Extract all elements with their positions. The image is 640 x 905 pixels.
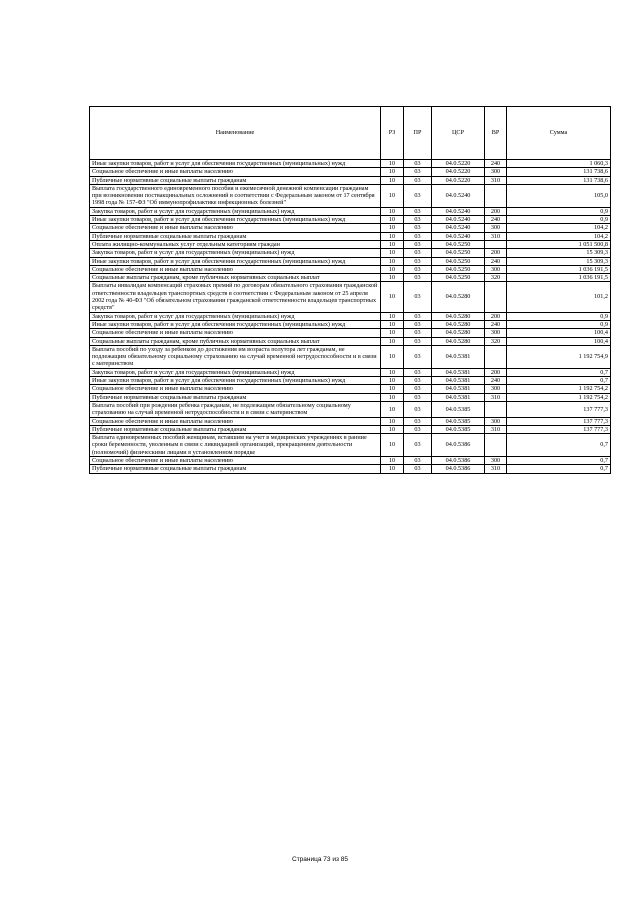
cell-csr: 04.0.5280 bbox=[432, 320, 485, 328]
cell-pr: 03 bbox=[404, 425, 432, 433]
cell-csr: 04.0.5280 bbox=[432, 329, 485, 337]
cell-vr bbox=[485, 282, 507, 312]
cell-vr: 200 bbox=[485, 249, 507, 257]
table-row bbox=[90, 393, 611, 401]
cell-rz: 10 bbox=[381, 345, 404, 368]
cell-pr: 03 bbox=[404, 160, 432, 168]
cell-vr: 300 bbox=[485, 265, 507, 273]
cell-name: Выплата единовременных пособий женщинам, вставшим на учет в медицинских учреждениях в ранние сроки беременности, уволенным в связи с ликвидацией организаций, прекращением деятельности (полномочий) физическими лицами в установленном порядке bbox=[90, 434, 381, 457]
table-row bbox=[90, 207, 611, 215]
cell-vr: 240 bbox=[485, 160, 507, 168]
cell-pr: 03 bbox=[404, 216, 432, 224]
cell-name: Публичные нормативные социальные выплаты гражданам bbox=[90, 425, 381, 433]
header-pr: ПР bbox=[404, 107, 432, 160]
cell-vr bbox=[485, 240, 507, 248]
cell-pr: 03 bbox=[404, 240, 432, 248]
cell-sum: 1 051 500,8 bbox=[507, 240, 611, 248]
page-number: Страница 73 из 85 bbox=[292, 856, 348, 863]
cell-rz: 10 bbox=[381, 168, 404, 176]
cell-name: Иные закупки товаров, работ и услуг для обеспечения государственных (муниципальных) нужд bbox=[90, 377, 381, 385]
cell-rz: 10 bbox=[381, 257, 404, 265]
cell-vr: 300 bbox=[485, 224, 507, 232]
cell-rz: 10 bbox=[381, 184, 404, 207]
table-row bbox=[90, 401, 611, 417]
cell-csr: 04.0.5250 bbox=[432, 240, 485, 248]
cell-pr: 03 bbox=[404, 393, 432, 401]
cell-pr: 03 bbox=[404, 377, 432, 385]
cell-name: Социальное обеспечение и иные выплаты населению bbox=[90, 329, 381, 337]
table-row bbox=[90, 312, 611, 320]
cell-vr: 240 bbox=[485, 320, 507, 328]
cell-rz: 10 bbox=[381, 385, 404, 393]
cell-csr: 04.0.5220 bbox=[432, 168, 485, 176]
cell-sum: 0,7 bbox=[507, 434, 611, 457]
cell-sum: 104,2 bbox=[507, 232, 611, 240]
cell-vr: 300 bbox=[485, 417, 507, 425]
cell-csr: 04.0.5381 bbox=[432, 345, 485, 368]
cell-csr: 04.0.5381 bbox=[432, 377, 485, 385]
cell-sum: 104,2 bbox=[507, 224, 611, 232]
table-row bbox=[90, 425, 611, 433]
cell-name: Выплата пособий по уходу за ребенком до достижения им возраста полутора лет гражданам, не подлежащим обязательному социальному страхованию на случай временной нетрудоспособности и в связи с материнством bbox=[90, 345, 381, 368]
cell-rz: 10 bbox=[381, 282, 404, 312]
cell-name: Закупка товаров, работ и услуг для государственных (муниципальных) нужд bbox=[90, 312, 381, 320]
cell-vr bbox=[485, 184, 507, 207]
cell-vr: 320 bbox=[485, 274, 507, 282]
cell-sum: 1 060,3 bbox=[507, 160, 611, 168]
table-row bbox=[90, 216, 611, 224]
cell-csr: 04.0.5386 bbox=[432, 465, 485, 473]
cell-sum: 100,4 bbox=[507, 329, 611, 337]
cell-name: Иные закупки товаров, работ и услуг для обеспечения государственных (муниципальных) нужд bbox=[90, 216, 381, 224]
cell-rz: 10 bbox=[381, 329, 404, 337]
cell-name: Социальное обеспечение и иные выплаты населению bbox=[90, 168, 381, 176]
cell-name: Закупка товаров, работ и услуг для государственных (муниципальных) нужд bbox=[90, 207, 381, 215]
cell-name: Иные закупки товаров, работ и услуг для обеспечения государственных (муниципальных) нужд bbox=[90, 257, 381, 265]
cell-vr: 240 bbox=[485, 377, 507, 385]
cell-csr: 04.0.5240 bbox=[432, 207, 485, 215]
cell-name: Иные закупки товаров, работ и услуг для обеспечения государственных (муниципальных) нужд bbox=[90, 320, 381, 328]
cell-sum: 0,9 bbox=[507, 207, 611, 215]
table-row bbox=[90, 184, 611, 207]
cell-sum: 100,4 bbox=[507, 337, 611, 345]
cell-pr: 03 bbox=[404, 249, 432, 257]
table-row bbox=[90, 160, 611, 168]
cell-vr: 310 bbox=[485, 425, 507, 433]
cell-sum: 131 738,6 bbox=[507, 176, 611, 184]
cell-csr: 04.0.5280 bbox=[432, 337, 485, 345]
cell-sum: 1 036 191,5 bbox=[507, 265, 611, 273]
cell-pr: 03 bbox=[404, 401, 432, 417]
cell-name: Закупка товаров, работ и услуг для государственных (муниципальных) нужд bbox=[90, 249, 381, 257]
cell-pr: 03 bbox=[404, 329, 432, 337]
cell-rz: 10 bbox=[381, 232, 404, 240]
cell-rz: 10 bbox=[381, 425, 404, 433]
cell-pr: 03 bbox=[404, 320, 432, 328]
header-rz: РЗ bbox=[381, 107, 404, 160]
cell-pr: 03 bbox=[404, 337, 432, 345]
table-body bbox=[90, 160, 611, 474]
cell-pr: 03 bbox=[404, 257, 432, 265]
cell-name: Публичные нормативные социальные выплаты гражданам bbox=[90, 465, 381, 473]
cell-sum: 137 777,3 bbox=[507, 417, 611, 425]
cell-name: Социальное обеспечение и иные выплаты населению bbox=[90, 417, 381, 425]
cell-csr: 04.0.5381 bbox=[432, 368, 485, 376]
cell-sum: 0,7 bbox=[507, 456, 611, 464]
cell-csr: 04.0.5240 bbox=[432, 216, 485, 224]
cell-vr: 310 bbox=[485, 176, 507, 184]
header-vr: ВР bbox=[485, 107, 507, 160]
cell-name: Социальное обеспечение и иные выплаты населению bbox=[90, 385, 381, 393]
table-row bbox=[90, 176, 611, 184]
cell-rz: 10 bbox=[381, 224, 404, 232]
table-row bbox=[90, 456, 611, 464]
cell-rz: 10 bbox=[381, 320, 404, 328]
cell-rz: 10 bbox=[381, 456, 404, 464]
cell-pr: 03 bbox=[404, 417, 432, 425]
cell-csr: 04.0.5250 bbox=[432, 265, 485, 273]
cell-vr: 300 bbox=[485, 456, 507, 464]
cell-name: Социальное обеспечение и иные выплаты населению bbox=[90, 224, 381, 232]
cell-vr: 310 bbox=[485, 465, 507, 473]
cell-csr: 04.0.5381 bbox=[432, 385, 485, 393]
table-row bbox=[90, 345, 611, 368]
cell-sum: 131 738,6 bbox=[507, 168, 611, 176]
table-row bbox=[90, 434, 611, 457]
cell-sum: 137 777,3 bbox=[507, 401, 611, 417]
table-row bbox=[90, 265, 611, 273]
cell-rz: 10 bbox=[381, 160, 404, 168]
table-row bbox=[90, 240, 611, 248]
table-row bbox=[90, 377, 611, 385]
cell-name: Закупка товаров, работ и услуг для государственных (муниципальных) нужд bbox=[90, 368, 381, 376]
cell-pr: 03 bbox=[404, 434, 432, 457]
table-row bbox=[90, 385, 611, 393]
cell-vr bbox=[485, 401, 507, 417]
cell-pr: 03 bbox=[404, 265, 432, 273]
cell-rz: 10 bbox=[381, 249, 404, 257]
cell-name: Оплата жилищно-коммунальных услуг отдельным категориям граждан bbox=[90, 240, 381, 248]
cell-rz: 10 bbox=[381, 434, 404, 457]
cell-rz: 10 bbox=[381, 417, 404, 425]
cell-vr bbox=[485, 434, 507, 457]
cell-sum: 15 309,3 bbox=[507, 257, 611, 265]
cell-csr: 04.0.5250 bbox=[432, 274, 485, 282]
cell-rz: 10 bbox=[381, 240, 404, 248]
cell-name: Социальное обеспечение и иные выплаты населению bbox=[90, 456, 381, 464]
cell-sum: 0,7 bbox=[507, 465, 611, 473]
table-row bbox=[90, 274, 611, 282]
cell-rz: 10 bbox=[381, 337, 404, 345]
cell-sum: 1 192 754,2 bbox=[507, 393, 611, 401]
budget-table bbox=[89, 106, 611, 474]
cell-csr: 04.0.5385 bbox=[432, 425, 485, 433]
table-row bbox=[90, 320, 611, 328]
cell-csr: 04.0.5385 bbox=[432, 401, 485, 417]
cell-pr: 03 bbox=[404, 232, 432, 240]
cell-name: Социальные выплаты гражданам, кроме публичных нормативных социальных выплат bbox=[90, 274, 381, 282]
table-row bbox=[90, 168, 611, 176]
cell-vr: 200 bbox=[485, 312, 507, 320]
cell-pr: 03 bbox=[404, 176, 432, 184]
cell-sum: 137 777,3 bbox=[507, 425, 611, 433]
cell-pr: 03 bbox=[404, 345, 432, 368]
cell-rz: 10 bbox=[381, 274, 404, 282]
cell-pr: 03 bbox=[404, 465, 432, 473]
cell-csr: 04.0.5240 bbox=[432, 184, 485, 207]
cell-name: Социальные выплаты гражданам, кроме публичных нормативных социальных выплат bbox=[90, 337, 381, 345]
table-row bbox=[90, 232, 611, 240]
cell-rz: 10 bbox=[381, 377, 404, 385]
cell-csr: 04.0.5386 bbox=[432, 434, 485, 457]
cell-sum: 1 192 754,2 bbox=[507, 385, 611, 393]
header-name: Наименование bbox=[90, 107, 381, 160]
cell-sum: 0,9 bbox=[507, 320, 611, 328]
cell-vr bbox=[485, 345, 507, 368]
header-sum: Сумма bbox=[507, 107, 611, 160]
cell-pr: 03 bbox=[404, 207, 432, 215]
cell-sum: 0,7 bbox=[507, 377, 611, 385]
cell-sum: 0,9 bbox=[507, 312, 611, 320]
cell-csr: 04.0.5220 bbox=[432, 160, 485, 168]
cell-rz: 10 bbox=[381, 312, 404, 320]
cell-csr: 04.0.5280 bbox=[432, 312, 485, 320]
cell-name: Публичные нормативные социальные выплаты гражданам bbox=[90, 232, 381, 240]
cell-csr: 04.0.5280 bbox=[432, 282, 485, 312]
cell-pr: 03 bbox=[404, 184, 432, 207]
cell-vr: 200 bbox=[485, 207, 507, 215]
cell-rz: 10 bbox=[381, 393, 404, 401]
cell-csr: 04.0.5240 bbox=[432, 232, 485, 240]
cell-sum: 15 309,3 bbox=[507, 249, 611, 257]
cell-sum: 1 036 191,5 bbox=[507, 274, 611, 282]
cell-pr: 03 bbox=[404, 282, 432, 312]
cell-vr: 300 bbox=[485, 329, 507, 337]
table-row bbox=[90, 249, 611, 257]
table-row bbox=[90, 257, 611, 265]
cell-sum: 1 192 754,9 bbox=[507, 345, 611, 368]
cell-vr: 240 bbox=[485, 216, 507, 224]
table-row bbox=[90, 224, 611, 232]
cell-sum: 105,0 bbox=[507, 184, 611, 207]
cell-vr: 310 bbox=[485, 232, 507, 240]
cell-name: Выплата пособий при рождении ребенка гражданам, не подлежащим обязательному социальному страхованию на случай временной нетрудоспособности и в связи с материнством bbox=[90, 401, 381, 417]
header-csr: ЦСР bbox=[432, 107, 485, 160]
table-row bbox=[90, 417, 611, 425]
cell-vr: 320 bbox=[485, 337, 507, 345]
cell-sum: 0,9 bbox=[507, 216, 611, 224]
table-row bbox=[90, 282, 611, 312]
cell-csr: 04.0.5381 bbox=[432, 393, 485, 401]
cell-sum: 0,7 bbox=[507, 368, 611, 376]
cell-pr: 03 bbox=[404, 224, 432, 232]
cell-sum: 101,2 bbox=[507, 282, 611, 312]
cell-pr: 03 bbox=[404, 168, 432, 176]
cell-name: Публичные нормативные социальные выплаты гражданам bbox=[90, 176, 381, 184]
cell-rz: 10 bbox=[381, 216, 404, 224]
cell-name: Публичные нормативные социальные выплаты гражданам bbox=[90, 393, 381, 401]
cell-rz: 10 bbox=[381, 176, 404, 184]
cell-vr: 300 bbox=[485, 168, 507, 176]
cell-csr: 04.0.5220 bbox=[432, 176, 485, 184]
cell-rz: 10 bbox=[381, 207, 404, 215]
cell-name: Социальное обеспечение и иные выплаты населению bbox=[90, 265, 381, 273]
cell-rz: 10 bbox=[381, 401, 404, 417]
cell-pr: 03 bbox=[404, 368, 432, 376]
cell-rz: 10 bbox=[381, 465, 404, 473]
cell-csr: 04.0.5250 bbox=[432, 249, 485, 257]
table-row bbox=[90, 368, 611, 376]
cell-pr: 03 bbox=[404, 312, 432, 320]
cell-csr: 04.0.5385 bbox=[432, 417, 485, 425]
cell-name: Выплаты инвалидам компенсаций страховых премий по договорам обязательного страхования гражданской ответственности владельцев транспортных средств в соответствии с Федеральным законом от 25 апреля 2002 года № 40-ФЗ "Об обязательном страховании гражданской ответственности владельцев транспортных средств" bbox=[90, 282, 381, 312]
cell-csr: 04.0.5386 bbox=[432, 456, 485, 464]
cell-name: Выплата государственного единовременного пособия и ежемесячной денежной компенсации гражданам при возникновении поствакцинальных осложнений в соответствии с Федеральным законом от 17 сентября 1998 года № 157-ФЗ "Об иммунопрофилактике инфекционных болезней" bbox=[90, 184, 381, 207]
cell-pr: 03 bbox=[404, 385, 432, 393]
header-row bbox=[90, 107, 611, 160]
cell-rz: 10 bbox=[381, 265, 404, 273]
cell-vr: 200 bbox=[485, 368, 507, 376]
table-row bbox=[90, 465, 611, 473]
cell-csr: 04.0.5250 bbox=[432, 257, 485, 265]
cell-csr: 04.0.5240 bbox=[432, 224, 485, 232]
cell-rz: 10 bbox=[381, 368, 404, 376]
cell-pr: 03 bbox=[404, 274, 432, 282]
cell-vr: 310 bbox=[485, 393, 507, 401]
cell-pr: 03 bbox=[404, 456, 432, 464]
cell-name: Иные закупки товаров, работ и услуг для обеспечения государственных (муниципальных) нужд bbox=[90, 160, 381, 168]
table-row bbox=[90, 337, 611, 345]
table-row bbox=[90, 329, 611, 337]
cell-vr: 300 bbox=[485, 385, 507, 393]
cell-vr: 240 bbox=[485, 257, 507, 265]
